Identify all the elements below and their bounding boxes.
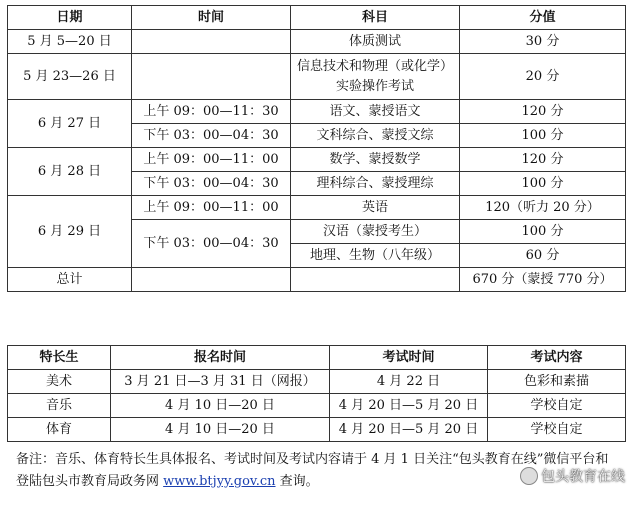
date-cell: 6 月 28 日 (8, 148, 132, 196)
time-cell: 下午 03：00—04：30 (132, 220, 291, 268)
score-cell: 120 分 (460, 148, 626, 172)
subject-cell: 理科综合、蒙授理综 (291, 172, 460, 196)
table-row (8, 30, 626, 54)
time-cell (132, 54, 291, 100)
registration-cell: 4 月 10 日—20 日 (111, 418, 330, 442)
talent-type-cell: 美术 (8, 370, 111, 394)
date-cell: 6 月 29 日 (8, 196, 132, 268)
time-cell: 下午 03：00—04：30 (132, 172, 291, 196)
registration-cell: 3 月 21 日—3 月 31 日（网报） (111, 370, 330, 394)
exam-time-cell: 4 月 20 日—5 月 20 日 (330, 394, 488, 418)
score-cell: 120 分 (460, 100, 626, 124)
subject-cell: 体质测试 (291, 30, 460, 54)
special-talent-table (7, 345, 626, 442)
date-cell: 5 月 5—20 日 (8, 30, 132, 54)
subject-cell: 数学、蒙授数学 (291, 148, 460, 172)
header-exam-time: 考试时间 (330, 346, 488, 370)
subject-cell: 汉语（蒙授考生） (291, 220, 460, 244)
watermark-text: 包头教育在线 (541, 469, 625, 485)
total-score: 670 分（蒙授 770 分） (460, 268, 626, 292)
score-cell: 20 分 (460, 54, 626, 100)
score-cell: 60 分 (460, 244, 626, 268)
header-talent-type: 特长生 (8, 346, 111, 370)
score-cell: 100 分 (460, 220, 626, 244)
schedule-header-row (8, 6, 626, 30)
total-row (8, 268, 626, 292)
registration-cell: 4 月 10 日—20 日 (111, 394, 330, 418)
exam-time-cell: 4 月 22 日 (330, 370, 488, 394)
talent-type-cell: 体育 (8, 418, 111, 442)
score-cell: 120（听力 20 分） (460, 196, 626, 220)
empty-cell (132, 268, 291, 292)
time-cell: 上午 09：00—11：30 (132, 100, 291, 124)
table-row (8, 54, 626, 100)
score-cell: 100 分 (460, 172, 626, 196)
exam-time-cell: 4 月 20 日—5 月 20 日 (330, 418, 488, 442)
date-cell: 5 月 23—26 日 (8, 54, 132, 100)
score-cell: 100 分 (460, 124, 626, 148)
watermark (520, 466, 625, 486)
header-score: 分值 (460, 6, 626, 30)
empty-cell (291, 268, 460, 292)
time-cell: 上午 09：00—11：00 (132, 148, 291, 172)
header-subject: 科目 (291, 6, 460, 30)
table-row (8, 418, 626, 442)
exam-content-cell: 学校自定 (488, 394, 626, 418)
remark-text-end: 查询。 (275, 474, 319, 489)
date-cell: 6 月 27 日 (8, 100, 132, 148)
header-registration-time: 报名时间 (111, 346, 330, 370)
table-row (8, 370, 626, 394)
time-cell (132, 30, 291, 54)
exam-content-cell: 色彩和素描 (488, 370, 626, 394)
score-cell: 30 分 (460, 30, 626, 54)
subject-cell: 文科综合、蒙授文综 (291, 124, 460, 148)
table-row (8, 196, 626, 220)
time-cell: 下午 03：00—04：30 (132, 124, 291, 148)
header-date: 日期 (8, 6, 132, 30)
subject-cell: 语文、蒙授语文 (291, 100, 460, 124)
subject-cell: 信息技术和物理（或化学）实验操作考试 (291, 54, 460, 100)
total-label: 总计 (8, 268, 132, 292)
special-header-row (8, 346, 626, 370)
header-time: 时间 (132, 6, 291, 30)
table-row (8, 148, 626, 172)
subject-cell: 地理、生物（八年级） (291, 244, 460, 268)
time-cell: 上午 09：00—11：00 (132, 196, 291, 220)
exam-content-cell: 学校自定 (488, 418, 626, 442)
exam-schedule-table (7, 5, 626, 292)
table-row (8, 394, 626, 418)
header-exam-content: 考试内容 (488, 346, 626, 370)
table-row (8, 100, 626, 124)
subject-cell: 英语 (291, 196, 460, 220)
wechat-logo-icon (520, 467, 538, 485)
talent-type-cell: 音乐 (8, 394, 111, 418)
education-bureau-link[interactable]: www.btjyy.gov.cn (163, 474, 276, 489)
remark-text: 备注：音乐、体育特长生具体报名、考试时间及考试内容请于 4 月 1 日关注“包头教育在线”微信平台和登陆包头市教育局政务网 (16, 452, 609, 489)
